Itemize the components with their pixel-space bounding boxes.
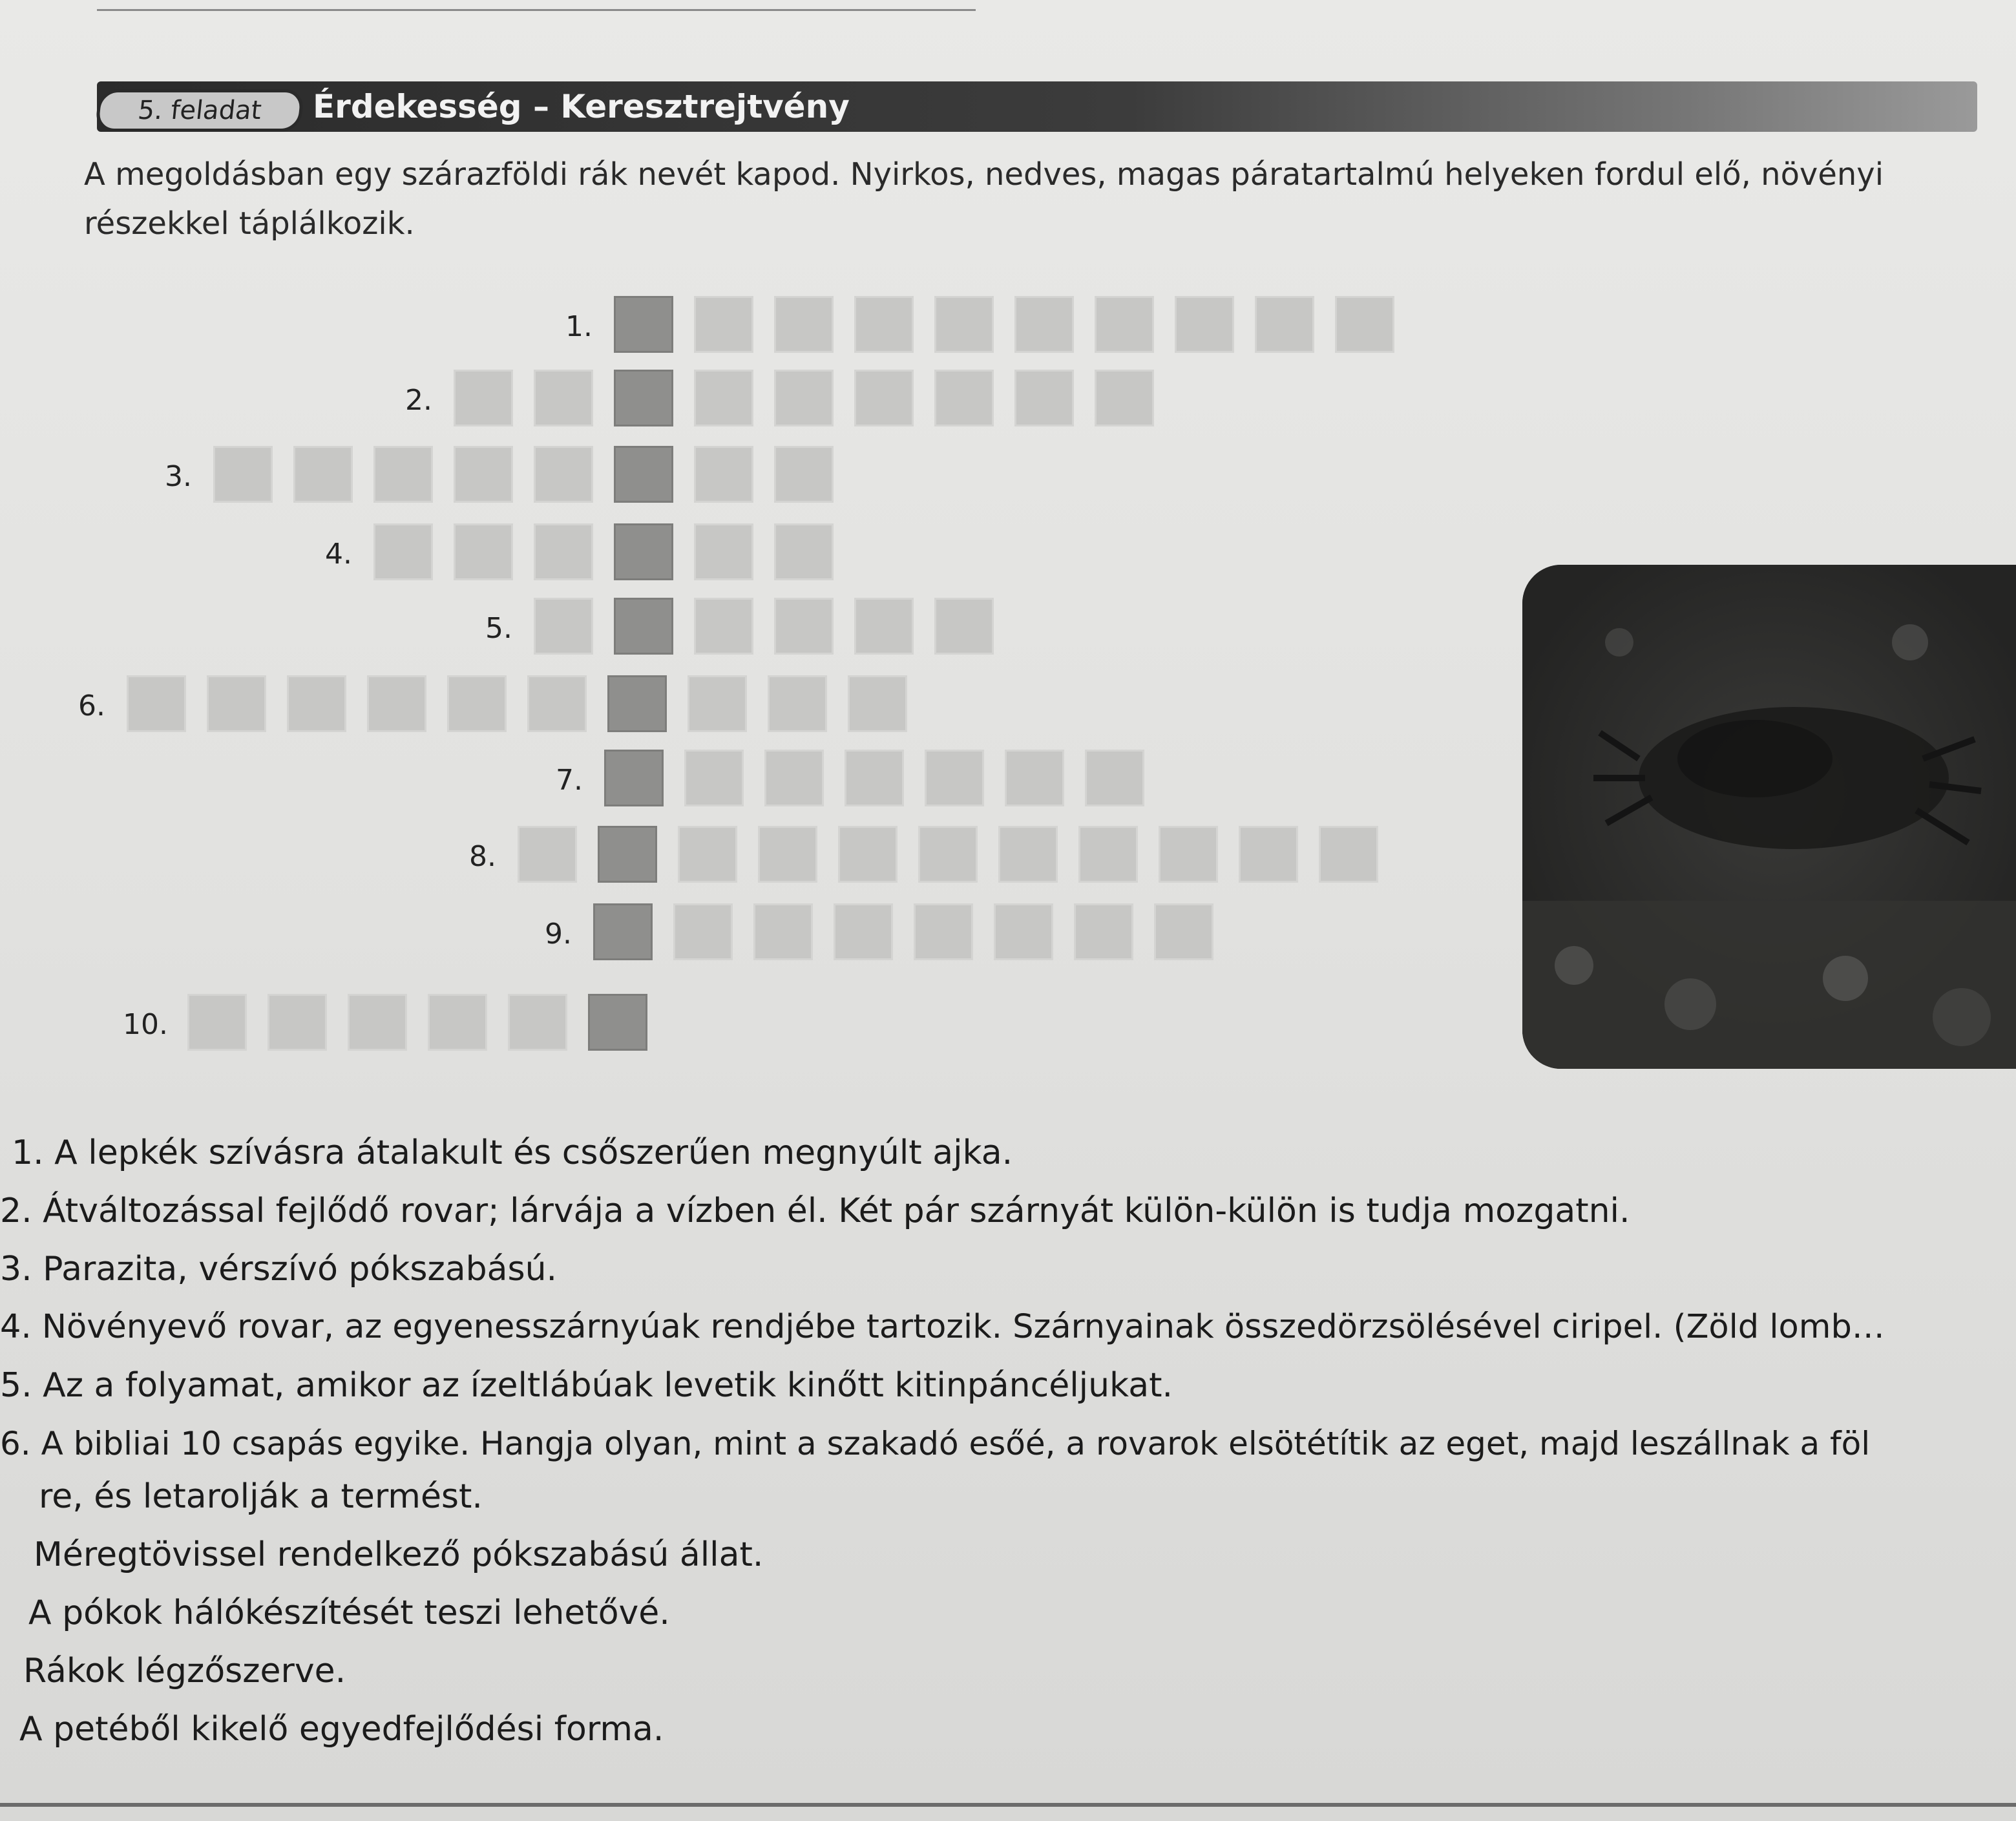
crossword-cell[interactable] [854, 296, 914, 353]
crossword-cell[interactable] [454, 446, 513, 503]
crossword-cell[interactable] [454, 523, 513, 580]
solution-cell[interactable] [614, 446, 673, 503]
crossword-cell[interactable] [534, 598, 593, 655]
crossword-cell[interactable] [1074, 903, 1133, 960]
crossword-cell[interactable] [293, 446, 353, 503]
crossword-cell[interactable] [213, 446, 273, 503]
crossword-cell[interactable] [534, 370, 593, 426]
top-rule [97, 9, 976, 11]
crossword-cell[interactable] [774, 370, 834, 426]
bottom-edge [0, 1803, 2016, 1807]
section-title: Érdekesség – Keresztrejtvény [313, 88, 850, 125]
crossword-cell[interactable] [774, 523, 834, 580]
clue-3: 3. Parazita, vérszívó pókszabású. [0, 1250, 558, 1289]
row-number-label: 5. [485, 612, 512, 645]
crossword-cell[interactable] [774, 296, 834, 353]
crossword-cell[interactable] [854, 598, 914, 655]
crossword-cell[interactable] [187, 994, 247, 1051]
crab-photo-art [1522, 565, 2016, 1069]
crossword-cell[interactable] [694, 296, 753, 353]
crossword-cell[interactable] [914, 903, 973, 960]
task-label: 5. feladat [95, 89, 305, 132]
clue-1: 1. A lepkék szívásra átalakult és csőszerűen megnyúlt ajka. [12, 1133, 1013, 1172]
row-number-label: 9. [545, 918, 572, 951]
crossword-cell[interactable] [1014, 370, 1074, 426]
crossword-cell[interactable] [834, 903, 893, 960]
crossword-cell[interactable] [758, 826, 817, 883]
row-number-label: 3. [165, 460, 192, 493]
crossword-cell[interactable] [1335, 296, 1394, 353]
crossword-cell[interactable] [1319, 826, 1378, 883]
crossword-cell[interactable] [1159, 826, 1218, 883]
crossword-cell[interactable] [774, 598, 834, 655]
crossword-cell[interactable] [1014, 296, 1074, 353]
crossword-cell[interactable] [1085, 750, 1144, 806]
crossword-cell[interactable] [508, 994, 567, 1051]
clue-10: A petéből kikelő egyedfejlődési forma. [19, 1710, 664, 1749]
crossword-cell[interactable] [768, 675, 827, 732]
row-number-label: 10. [123, 1008, 168, 1041]
crossword-cell[interactable] [1154, 903, 1213, 960]
crossword-cell[interactable] [934, 598, 994, 655]
solution-cell[interactable] [598, 826, 657, 883]
crossword-cell[interactable] [684, 750, 744, 806]
crossword-cell[interactable] [694, 446, 753, 503]
solution-cell[interactable] [614, 370, 673, 426]
crossword-cell[interactable] [348, 994, 407, 1051]
crossword-cell[interactable] [527, 675, 587, 732]
crossword-cell[interactable] [688, 675, 747, 732]
solution-cell[interactable] [607, 675, 667, 732]
row-number-label: 6. [78, 689, 105, 722]
crossword-cell[interactable] [934, 370, 994, 426]
solution-cell[interactable] [614, 523, 673, 580]
row-number-label: 4. [325, 538, 352, 571]
crossword-cell[interactable] [518, 826, 577, 883]
clue-6-continued: re, és letarolják a termést. [39, 1477, 483, 1516]
row-number-label: 1. [565, 310, 593, 343]
solution-cell[interactable] [604, 750, 664, 806]
clue-9: Rákok légzőszerve. [23, 1652, 346, 1690]
crossword-cell[interactable] [534, 446, 593, 503]
clue-6: 6. A bibliai 10 csapás egyike. Hangja olyan, mint a szakadó esőé, a rovarok elsötétítik az eget, majd leszállnak a föl [0, 1425, 1871, 1462]
crossword-cell[interactable] [1175, 296, 1234, 353]
row-number-label: 2. [405, 384, 432, 417]
crossword-cell[interactable] [268, 994, 327, 1051]
solution-cell[interactable] [614, 296, 673, 353]
crossword-cell[interactable] [934, 296, 994, 353]
crossword-cell[interactable] [373, 523, 433, 580]
crossword-cell[interactable] [447, 675, 507, 732]
crossword-cell[interactable] [998, 826, 1058, 883]
solution-cell[interactable] [588, 994, 647, 1051]
crossword-cell[interactable] [373, 446, 433, 503]
row-number-label: 7. [556, 764, 583, 797]
crossword-cell[interactable] [753, 903, 813, 960]
crossword-cell[interactable] [534, 523, 593, 580]
crossword-cell[interactable] [1255, 296, 1314, 353]
crossword-cell[interactable] [287, 675, 346, 732]
crossword-cell[interactable] [854, 370, 914, 426]
crossword-cell[interactable] [207, 675, 266, 732]
crossword-cell[interactable] [694, 370, 753, 426]
crossword-cell[interactable] [848, 675, 907, 732]
crossword-cell[interactable] [994, 903, 1053, 960]
crossword-cell[interactable] [1005, 750, 1064, 806]
crossword-cell[interactable] [1095, 370, 1154, 426]
clue-2: 2. Átváltozással fejlődő rovar; lárvája a vízben él. Két pár szárnyát külön-külön is tudja mozgatni. [0, 1192, 1630, 1230]
clue-8: A pókok hálókészítését teszi lehetővé. [28, 1594, 670, 1632]
crossword-cell[interactable] [918, 826, 978, 883]
intro-text: A megoldásban egy szárazföldi rák nevét kapod. Nyirkos, nedves, magas páratartalmú helyeken fordul elő, növényi részekkel táplálkozik. [84, 156, 1884, 242]
row-number-label: 8. [469, 840, 496, 873]
crossword-cell[interactable] [127, 675, 186, 732]
crossword-cell[interactable] [428, 994, 487, 1051]
crossword-cell[interactable] [673, 903, 733, 960]
crossword-cell[interactable] [694, 523, 753, 580]
crossword-cell[interactable] [925, 750, 984, 806]
crossword-cell[interactable] [838, 826, 898, 883]
crossword-cell[interactable] [454, 370, 513, 426]
crossword-cell[interactable] [1078, 826, 1138, 883]
clue-5: 5. Az a folyamat, amikor az ízeltlábúak levetik kinőtt kitinpáncéljukat. [0, 1366, 1173, 1405]
crab-photo [1522, 565, 2016, 1069]
crossword-cell[interactable] [774, 446, 834, 503]
clue-4: 4. Növényevő rovar, az egyenesszárnyúak rendjébe tartozik. Szárnyainak összedörzsölésével ciripel. (Zöld lomb… [0, 1308, 1885, 1346]
solution-cell[interactable] [614, 598, 673, 655]
clue-7: Méregtövissel rendelkező pókszabású állat. [34, 1535, 764, 1574]
crossword-cell[interactable] [694, 598, 753, 655]
crossword-cell[interactable] [1095, 296, 1154, 353]
crossword-cell[interactable] [845, 750, 904, 806]
crossword-cell[interactable] [1239, 826, 1298, 883]
crossword-cell[interactable] [678, 826, 737, 883]
crossword-cell[interactable] [764, 750, 824, 806]
crossword-cell[interactable] [367, 675, 426, 732]
solution-cell[interactable] [593, 903, 653, 960]
